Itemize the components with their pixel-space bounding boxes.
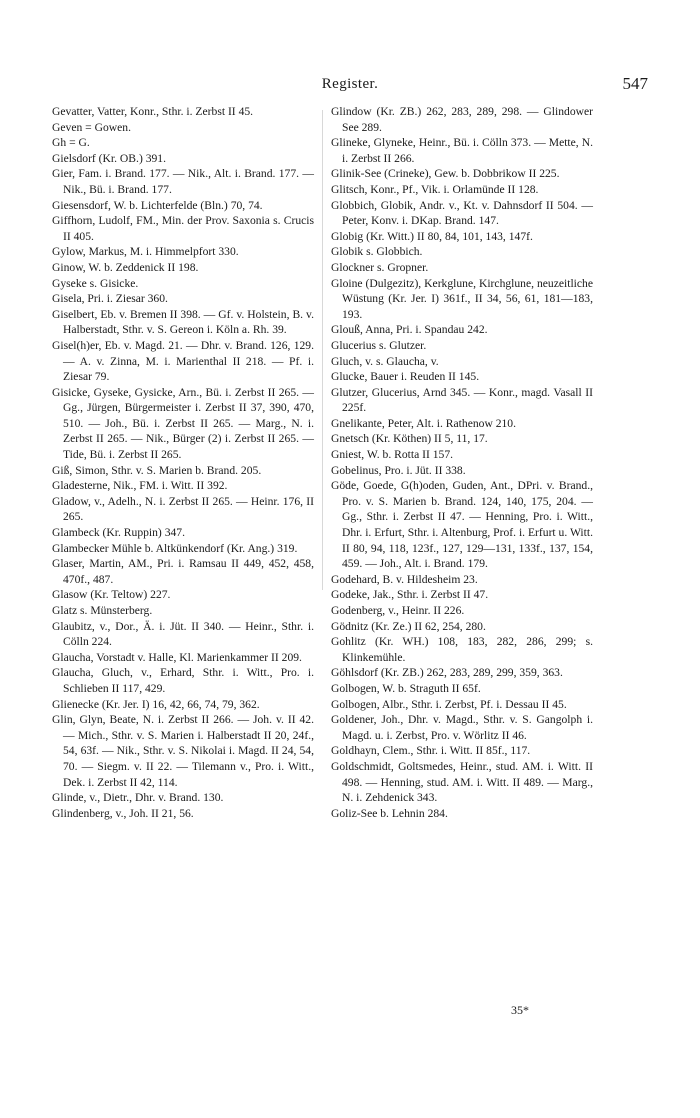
index-entry: Globik s. Globbich. <box>331 245 423 259</box>
index-entry: Gisicke, Gyseke, Gysicke, Arn., Bü. i. Zerbst II 265. — Gg., Jürgen, Bürgermeister i. Zerbst II 37, 390, 470, 510. — Joh., Bü. i. Zerbst II 265. — Marg., N. i. Zerbst II 265. — Nik., Bürger (2) i. Zerbst II 265. — Tide, Bü. i. Zerbst II 265. <box>52 385 314 462</box>
index-entry: Gnelikante, Peter, Alt. i. Rathenow 210. <box>331 416 517 430</box>
index-entry: Gisel(h)er, Eb. v. Magd. 21. — Dhr. v. Brand. 126, 129. — A. v. Zinna, M. i. Marienthal II 218. — Pf. i. Ziesar 79. <box>52 338 314 384</box>
index-entry: Göde, Goede, G(h)oden, Guden, Ant., DPri. v. Brand., Pro. v. S. Marien b. Brand. 124, 140, 175, 204. — Gg., Sthr. i. Zerbst II 47. — Henning, Pro. i. Witt., Dhr. i. Erfurt, Sthr. i. Altenburg, Prof. i. Erfurt u. Witt. II 80, 94, 118, 123f., 127, 129—131, 133f., 137, 154, 459. — Joh., Alt. i. Brand. 179. <box>331 479 593 571</box>
index-entry: Gloine (Dulgezitz), Kerkglune, Kirchglune, neuzeitliche Wüstung (Kr. Jer. I) 361f., II 34, 56, 61, 181—183, 193. <box>331 276 593 321</box>
index-entry: Glaucha, Gluch, v., Erhard, Sthr. i. Witt., Pro. i. Schlieben II 117, 429. <box>52 666 314 695</box>
right-column <box>331 104 593 821</box>
index-entry: Glaser, Martin, AM., Pri. i. Ramsau II 449, 452, 458, 470f., 487. <box>52 557 314 586</box>
index-entry: Göhlsdorf (Kr. ZB.) 262, 283, 289, 299, 359, 363. <box>331 666 563 680</box>
index-entry: Glaubitz, v., Dor., Ä. i. Jüt. II 340. — Heinr., Sthr. i. Cölln 224. <box>52 619 314 649</box>
index-entry: Godeke, Jak., Sthr. i. Zerbst II 47. <box>331 588 489 602</box>
index-entry: Glambeck (Kr. Ruppin) 347. <box>52 526 185 540</box>
index-entry: Giesensdorf, W. b. Lichterfelde (Bln.) 70, 74. <box>52 198 263 212</box>
index-entry: Globbich, Globik, Andr. v., Kt. v. Dahnsdorf II 504. — Peter, Konv. i. DKap. Brand. 147. <box>331 198 593 228</box>
index-entry: Glouß, Anna, Pri. i. Spandau 242. <box>331 323 488 337</box>
page-number: 547 <box>622 74 648 93</box>
index-entry: Globig (Kr. Witt.) II 80, 84, 101, 143, 147f. <box>331 229 533 243</box>
index-entry: Glucke, Bauer i. Reuden II 145. <box>331 370 480 384</box>
index-entry: Glindenberg, v., Joh. II 21, 56. <box>52 806 194 820</box>
index-entry: Gh = G. <box>52 136 90 150</box>
index-entry: Gyseke s. Gisicke. <box>52 276 139 290</box>
index-entry: Glineke, Glyneke, Heinr., Bü. i. Cölln 373. — Mette, N. i. Zerbst II 266. <box>331 136 593 165</box>
index-entry: Glitsch, Konr., Pf., Vik. i. Orlamünde II 128. <box>331 182 539 196</box>
index-entry: Glin, Glyn, Beate, N. i. Zerbst II 266. — Joh. v. II 42. — Mich., Sthr. v. S. Marien i. Halberstadt II 20, 24f., 54, 63f. — Nik., Sthr. v. S. Nikolai i. Magd. II 24, 54, 70. — Siegm. v. II 22. — Tilemann v., Pro. i. Witt., Dek. i. Zerbst II 42, 114. <box>52 713 314 789</box>
left-column <box>52 104 314 821</box>
column-divider <box>322 110 323 590</box>
index-entry: Gobelinus, Pro. i. Jüt. II 338. <box>331 463 466 477</box>
index-entry: Giß, Simon, Sthr. v. S. Marien b. Brand. 205. <box>52 463 262 477</box>
index-entry: Glambecker Mühle b. Altkünkendorf (Kr. Ang.) 319. <box>52 541 298 555</box>
index-entry: Gisela, Pri. i. Ziesar 360. <box>52 292 168 306</box>
index-entry: Glinde, v., Dietr., Dhr. v. Brand. 130. <box>52 791 224 805</box>
index-entry: Geven = Gowen. <box>52 120 131 134</box>
page-title: Register. <box>321 76 379 92</box>
index-entry: Golbogen, Albr., Sthr. i. Zerbst, Pf. i. Dessau II 45. <box>331 697 567 711</box>
index-entry: Gluch, v. s. Glaucha, v. <box>331 354 439 368</box>
index-entry: Glatz s. Münsterberg. <box>52 604 153 617</box>
index-entry: Glockner s. Gropner. <box>331 260 429 274</box>
index-entry: Glasow (Kr. Teltow) 227. <box>52 588 171 602</box>
index-entry: Goldhayn, Clem., Sthr. i. Witt. II 85f., 117. <box>331 744 531 758</box>
running-header <box>52 76 648 98</box>
index-entry: Glaucha, Vorstadt v. Halle, Kl. Marienkammer II 209. <box>52 650 302 664</box>
index-entry: Goldener, Joh., Dhr. v. Magd., Sthr. v. S. Gangolph i. Magd. u. i. Zerbst, Pro. v. Wörlitz II 46. <box>331 713 593 742</box>
index-entry: Gier, Fam. i. Brand. 177. — Nik., Alt. i. Brand. 177. — Nik., Bü. i. Brand. 177. <box>52 167 314 196</box>
index-entry: Glinik-See (Crineke), Gew. b. Dobbrikow II 225. <box>331 167 560 181</box>
index-entry: Ginow, W. b. Zeddenick II 198. <box>52 260 199 274</box>
index-entry: Goliz-See b. Lehnin 284. <box>331 806 448 820</box>
index-entry: Golbogen, W. b. Straguth II 65f. <box>331 681 481 695</box>
index-entry: Gniest, W. b. Rotta II 157. <box>331 448 454 462</box>
index-entry: Gohlitz (Kr. WH.) 108, 183, 282, 286, 299; s. Klinkemühle. <box>331 635 593 664</box>
index-entry: Gielsdorf (Kr. OB.) 391. <box>52 151 166 165</box>
index-entry: Glienecke (Kr. Jer. I) 16, 42, 66, 74, 79, 362. <box>52 697 260 711</box>
index-entry: Godehard, B. v. Hildesheim 23. <box>331 572 478 586</box>
index-entry: Glutzer, Glucerius, Arnd 345. — Konr., magd. Vasall II 225f. <box>331 385 593 415</box>
index-entry: Giffhorn, Ludolf, FM., Min. der Prov. Saxonia s. Crucis II 405. <box>52 214 314 243</box>
index-entry: Glindow (Kr. ZB.) 262, 283, 289, 298. — Glindower See 289. <box>331 105 593 134</box>
index-entry: Gnetsch (Kr. Köthen) II 5, 11, 17. <box>331 432 488 446</box>
index-entry: Gödnitz (Kr. Ze.) II 62, 254, 280. <box>331 619 486 633</box>
index-entry: Godenberg, v., Heinr. II 226. <box>331 604 465 617</box>
printer-signature: 35* <box>511 1003 529 1017</box>
index-entry: Gladesterne, Nik., FM. i. Witt. II 392. <box>52 479 228 493</box>
index-entry: Gevatter, Vatter, Konr., Sthr. i. Zerbst II 45. <box>52 105 254 118</box>
index-entry: Glucerius s. Glutzer. <box>331 338 427 352</box>
index-entry: Giselbert, Eb. v. Bremen II 398. — Gf. v. Holstein, B. v. Halberstadt, Sthr. v. S. Gereon i. Köln a. Rh. 39. <box>52 307 314 337</box>
index-entry: Gladow, v., Adelh., N. i. Zerbst II 265. — Heinr. 176, II 265. <box>52 494 314 524</box>
index-entry: Goldschmidt, Goltsmedes, Heinr., stud. AM. i. Witt. II 498. — Henning, stud. AM. i. Witt. II 489. — Marg., N. i. Zehdenick 343. <box>331 759 593 805</box>
index-entry: Gylow, Markus, M. i. Himmelpfort 330. <box>52 245 239 259</box>
